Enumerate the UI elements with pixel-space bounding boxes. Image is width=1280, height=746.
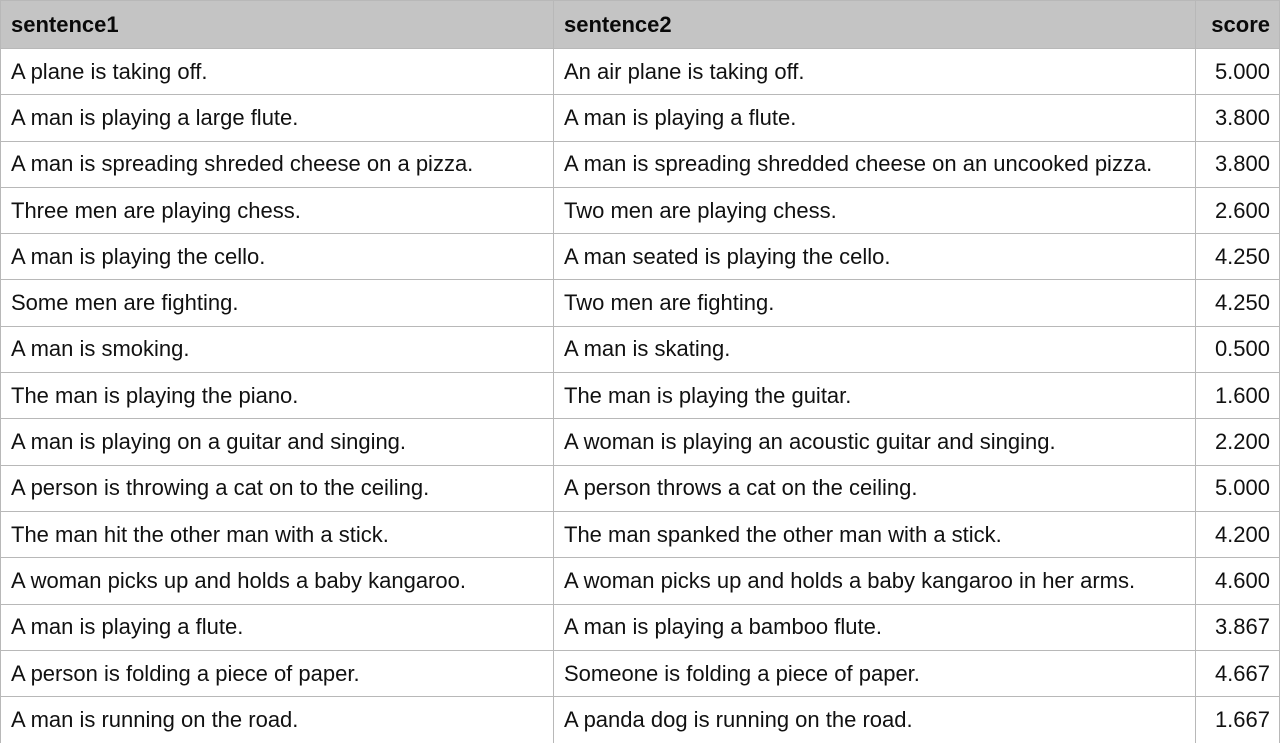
- sentence2-cell[interactable]: A man is skating.: [554, 326, 1196, 372]
- sentence2-cell[interactable]: A person throws a cat on the ceiling.: [554, 465, 1196, 511]
- sentence1-cell[interactable]: A plane is taking off.: [1, 49, 554, 95]
- score-cell[interactable]: 1.600: [1196, 373, 1280, 419]
- score-cell[interactable]: 1.667: [1196, 697, 1280, 743]
- sentence2-cell[interactable]: A woman picks up and holds a baby kangaroo in her arms.: [554, 558, 1196, 604]
- table-row: [1, 419, 1280, 465]
- header-row: [1, 1, 1280, 49]
- sentence1-cell[interactable]: A man is playing on a guitar and singing.: [1, 419, 554, 465]
- table-row: [1, 187, 1280, 233]
- column-header-sentence1[interactable]: sentence1: [1, 1, 554, 49]
- score-cell[interactable]: 4.600: [1196, 558, 1280, 604]
- score-cell[interactable]: 0.500: [1196, 326, 1280, 372]
- table-row: [1, 280, 1280, 326]
- sentence1-cell[interactable]: The man hit the other man with a stick.: [1, 511, 554, 557]
- sentence2-cell[interactable]: Two men are fighting.: [554, 280, 1196, 326]
- table-row: [1, 373, 1280, 419]
- table-row: [1, 326, 1280, 372]
- sentence2-cell[interactable]: A man is playing a bamboo flute.: [554, 604, 1196, 650]
- sentence1-cell[interactable]: Some men are fighting.: [1, 280, 554, 326]
- sentence2-cell[interactable]: A man is playing a flute.: [554, 95, 1196, 141]
- score-cell[interactable]: 5.000: [1196, 49, 1280, 95]
- score-cell[interactable]: 3.800: [1196, 95, 1280, 141]
- sentence2-cell[interactable]: The man spanked the other man with a stick.: [554, 511, 1196, 557]
- sentence1-cell[interactable]: A man is running on the road.: [1, 697, 554, 743]
- score-cell[interactable]: 5.000: [1196, 465, 1280, 511]
- table-row: [1, 511, 1280, 557]
- score-cell[interactable]: 2.200: [1196, 419, 1280, 465]
- sentence2-cell[interactable]: An air plane is taking off.: [554, 49, 1196, 95]
- table-row: [1, 141, 1280, 187]
- score-cell[interactable]: 3.800: [1196, 141, 1280, 187]
- table-row: [1, 604, 1280, 650]
- table-row: [1, 697, 1280, 743]
- table-row: [1, 234, 1280, 280]
- sentence1-cell[interactable]: A person is folding a piece of paper.: [1, 650, 554, 696]
- sentence1-cell[interactable]: A person is throwing a cat on to the ceiling.: [1, 465, 554, 511]
- sentence1-cell[interactable]: A man is playing a large flute.: [1, 95, 554, 141]
- sentence2-cell[interactable]: The man is playing the guitar.: [554, 373, 1196, 419]
- sentence1-cell[interactable]: Three men are playing chess.: [1, 187, 554, 233]
- sentence2-cell[interactable]: A woman is playing an acoustic guitar and singing.: [554, 419, 1196, 465]
- column-header-score[interactable]: score: [1196, 1, 1280, 49]
- score-cell[interactable]: 4.667: [1196, 650, 1280, 696]
- score-cell[interactable]: 4.200: [1196, 511, 1280, 557]
- sentence2-cell[interactable]: A panda dog is running on the road.: [554, 697, 1196, 743]
- sentence2-cell[interactable]: A man seated is playing the cello.: [554, 234, 1196, 280]
- sentence1-cell[interactable]: A woman picks up and holds a baby kangaroo.: [1, 558, 554, 604]
- score-cell[interactable]: 4.250: [1196, 234, 1280, 280]
- sentence1-cell[interactable]: A man is spreading shreded cheese on a pizza.: [1, 141, 554, 187]
- sentence1-cell[interactable]: A man is playing a flute.: [1, 604, 554, 650]
- table-row: [1, 95, 1280, 141]
- table-row: [1, 49, 1280, 95]
- sentence1-cell[interactable]: A man is smoking.: [1, 326, 554, 372]
- table-row: [1, 465, 1280, 511]
- table-row: [1, 650, 1280, 696]
- score-cell[interactable]: 2.600: [1196, 187, 1280, 233]
- score-cell[interactable]: 3.867: [1196, 604, 1280, 650]
- score-cell[interactable]: 4.250: [1196, 280, 1280, 326]
- table-row: [1, 558, 1280, 604]
- sentence1-cell[interactable]: The man is playing the piano.: [1, 373, 554, 419]
- sentence2-cell[interactable]: Someone is folding a piece of paper.: [554, 650, 1196, 696]
- column-header-sentence2[interactable]: sentence2: [554, 1, 1196, 49]
- sentence2-cell[interactable]: A man is spreading shredded cheese on an uncooked pizza.: [554, 141, 1196, 187]
- sentence2-cell[interactable]: Two men are playing chess.: [554, 187, 1196, 233]
- sentence1-cell[interactable]: A man is playing the cello.: [1, 234, 554, 280]
